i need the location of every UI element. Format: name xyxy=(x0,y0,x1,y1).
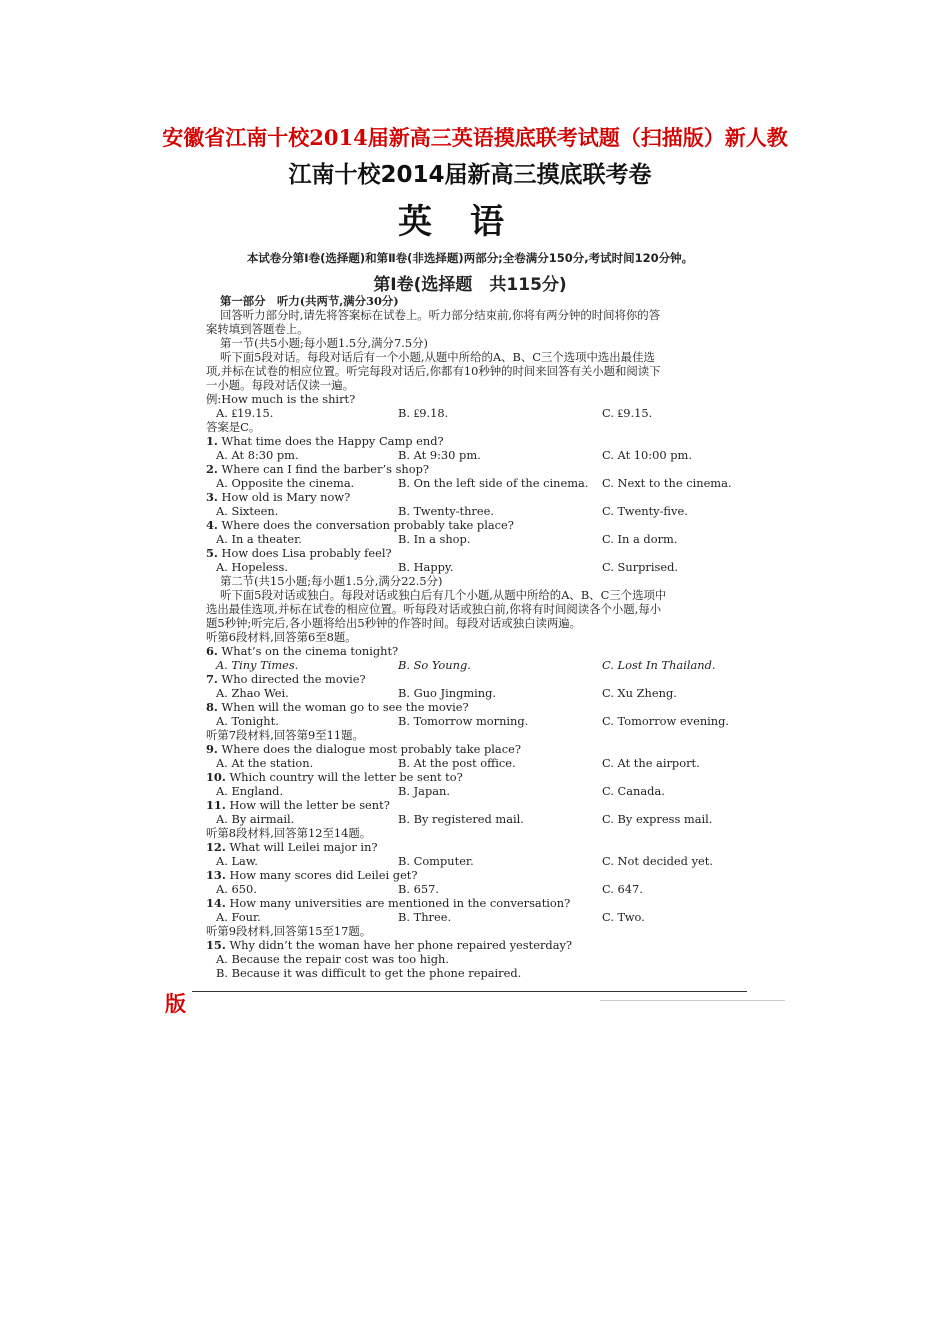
question-number: 10. xyxy=(206,770,226,784)
option-b: B. Three. xyxy=(398,910,452,924)
option-c: C. Not decided yet. xyxy=(602,854,713,868)
question-text: Who directed the movie? xyxy=(221,672,366,686)
question-options xyxy=(206,476,758,490)
question-text: Which country will the letter be sent to? xyxy=(229,770,463,784)
option-a: A. England. xyxy=(216,784,284,798)
question-number: 8. xyxy=(206,700,218,714)
option-a: A. In a theater. xyxy=(216,532,302,546)
question-options xyxy=(206,812,758,826)
option-c: C. 647. xyxy=(602,882,643,896)
question-options xyxy=(206,756,758,770)
option-b: B. In a shop. xyxy=(398,532,471,546)
part-heading: 第一部分 听力(共两节,满分30分) xyxy=(220,294,399,308)
option-b: B. Twenty-three. xyxy=(398,504,494,518)
subject-title: 英语 xyxy=(398,202,542,242)
option-a: A. Tiny Times. xyxy=(216,658,299,672)
option-b: B. Guo Jingming. xyxy=(398,686,497,700)
question-text: What will Leilei major in? xyxy=(229,840,378,854)
question-13 xyxy=(206,868,758,882)
question-text: Where does the dialogue most probably take place? xyxy=(221,742,521,756)
question-14 xyxy=(206,896,758,910)
question-options xyxy=(206,504,758,518)
question-2 xyxy=(206,462,758,476)
section-intro-line: 项,并标在试卷的相应位置。听完每段对话后,你都有10秒钟的时间来回答有关小题和阅读下 xyxy=(206,364,661,378)
option-c: C. Two. xyxy=(602,910,645,924)
example-question: 例:How much is the shirt? xyxy=(206,392,356,406)
option-b: B. At 9:30 pm. xyxy=(398,448,481,462)
question-options xyxy=(206,882,758,896)
page-divider xyxy=(192,991,747,992)
question-text: How old is Mary now? xyxy=(221,490,351,504)
option-a: A. At the station. xyxy=(216,756,314,770)
document-title: 安徽省江南十校2014届新高三英语摸底联考试题（扫描版）新人教 xyxy=(162,125,788,150)
question-options xyxy=(206,714,758,728)
option-a: A. Because the repair cost was too high. xyxy=(216,952,449,966)
material-note: 听第7段材料,回答第9至11题。 xyxy=(206,728,364,742)
question-text: How will the letter be sent? xyxy=(229,798,390,812)
section-intro-line: 听下面5段对话。每段对话后有一个小题,从题中所给的A、B、C三个选项中选出最佳选 xyxy=(220,350,655,364)
section-intro-line: 选出最佳选项,并标在试卷的相应位置。听每段对话或独白前,你将有时间阅读各个小题,每小 xyxy=(206,602,662,616)
option-a: A. Law. xyxy=(216,854,258,868)
material-note: 听第9段材料,回答第15至17题。 xyxy=(206,924,372,938)
question-text: What’s on the cinema tonight? xyxy=(221,644,399,658)
question-text: How many scores did Leilei get? xyxy=(229,868,418,882)
option-b: B. Happy. xyxy=(398,560,454,574)
exam-title: 江南十校2014届新高三摸底联考卷 xyxy=(288,162,652,188)
section-heading: 第二节(共15小题;每小题1.5分,满分22.5分) xyxy=(220,574,443,588)
question-4 xyxy=(206,518,758,532)
question-options xyxy=(206,910,758,924)
option-b: B. Computer. xyxy=(398,854,474,868)
question-text: Where can I find the barber’s shop? xyxy=(221,462,430,476)
question-number: 3. xyxy=(206,490,218,504)
part-intro-line: 回答听力部分时,请先将答案标在试卷上。听力部分结束前,你将有两分钟的时间将你的答 xyxy=(220,308,661,322)
question-text: When will the woman go to see the movie? xyxy=(221,700,469,714)
option-c: C. Surprised. xyxy=(602,560,679,574)
question-options xyxy=(206,854,758,868)
question-11 xyxy=(206,798,758,812)
question-12 xyxy=(206,840,758,854)
option-c: C. Next to the cinema. xyxy=(602,476,732,490)
option-a: A. 650. xyxy=(216,882,257,896)
section-intro-line: 一小题。每段对话仅读一遍。 xyxy=(206,378,355,392)
option-a: A. Tonight. xyxy=(216,714,279,728)
question-options xyxy=(206,448,758,462)
option-c: C. Xu Zheng. xyxy=(602,686,677,700)
document-title-continuation: 版 xyxy=(165,991,186,1016)
question-number: 4. xyxy=(206,518,218,532)
option-a: A. Sixteen. xyxy=(216,504,279,518)
question-number: 15. xyxy=(206,938,226,952)
option-b: B. 657. xyxy=(398,882,439,896)
question-number: 1. xyxy=(206,434,218,448)
option-b: B. ₤9.18. xyxy=(398,406,449,420)
option-a: A. ₤19.15. xyxy=(216,406,274,420)
question-number: 7. xyxy=(206,672,218,686)
question-3 xyxy=(206,490,758,504)
option-b: B. Because it was difficult to get the phone repaired. xyxy=(216,966,522,980)
question-text: How does Lisa probably feel? xyxy=(221,546,392,560)
option-c: C. Tomorrow evening. xyxy=(602,714,730,728)
example-answer: 答案是C。 xyxy=(206,420,261,434)
question-options xyxy=(206,658,758,672)
scanned-exam-page xyxy=(190,150,750,995)
part-intro-line: 案转填到答题卷上。 xyxy=(206,322,309,336)
question-options xyxy=(206,686,758,700)
question-text: How many universities are mentioned in the conversation? xyxy=(229,896,571,910)
question-number: 9. xyxy=(206,742,218,756)
question-1 xyxy=(206,434,758,448)
example-options xyxy=(206,406,758,420)
question-options xyxy=(206,532,758,546)
question-number: 14. xyxy=(206,896,226,910)
question-15 xyxy=(206,938,758,952)
question-5 xyxy=(206,546,758,560)
option-b: B. On the left side of the cinema. xyxy=(398,476,589,490)
option-c: C. Lost In Thailand. xyxy=(602,658,716,672)
question-6 xyxy=(206,644,758,658)
question-text: Why didn’t the woman have her phone repaired yesterday? xyxy=(229,938,573,952)
section-intro-line: 题5秒钟;听完后,各小题将给出5秒钟的作答时间。每段对话或独白读两遍。 xyxy=(206,616,582,630)
volume-heading: 第Ⅰ卷(选择题 共115分) xyxy=(373,275,567,295)
question-number: 5. xyxy=(206,546,218,560)
exam-instructions: 本试卷分第Ⅰ卷(选择题)和第Ⅱ卷(非选择题)两部分;全卷满分150分,考试时间120分钟。 xyxy=(246,251,694,265)
question-7 xyxy=(206,672,758,686)
question-number: 6. xyxy=(206,644,218,658)
option-a: A. Opposite the cinema. xyxy=(216,476,355,490)
option-b: B. By registered mail. xyxy=(398,812,524,826)
question-number: 12. xyxy=(206,840,226,854)
option-c: C. At the airport. xyxy=(602,756,700,770)
option-a: A. By airmail. xyxy=(216,812,295,826)
option-a: A. Zhao Wei. xyxy=(216,686,289,700)
question-number: 2. xyxy=(206,462,218,476)
question-options xyxy=(206,784,758,798)
option-a: A. Hopeless. xyxy=(216,560,288,574)
question-number: 11. xyxy=(206,798,226,812)
question-text: What time does the Happy Camp end? xyxy=(221,434,444,448)
option-c: C. By express mail. xyxy=(602,812,713,826)
question-10 xyxy=(206,770,758,784)
question-number: 13. xyxy=(206,868,226,882)
option-b: B. Japan. xyxy=(398,784,451,798)
option-c: C. ₤9.15. xyxy=(602,406,653,420)
question-options xyxy=(206,560,758,574)
page-divider-faint xyxy=(600,1000,785,1001)
section-intro-line: 听下面5段对话或独白。每段对话或独白后有几个小题,从题中所给的A、B、C三个选项中 xyxy=(220,588,667,602)
question-text: Where does the conversation probably take place? xyxy=(221,518,514,532)
option-a: A. Four. xyxy=(216,910,261,924)
material-note: 听第8段材料,回答第12至14题。 xyxy=(206,826,372,840)
option-a: A. At 8:30 pm. xyxy=(216,448,299,462)
option-b: B. So Young. xyxy=(398,658,471,672)
option-c: C. Canada. xyxy=(602,784,665,798)
option-c: C. At 10:00 pm. xyxy=(602,448,692,462)
exam-body xyxy=(206,294,758,980)
option-b: B. Tomorrow morning. xyxy=(398,714,529,728)
option-b: B. At the post office. xyxy=(398,756,516,770)
question-8 xyxy=(206,700,758,714)
section-heading: 第一节(共5小题;每小题1.5分,满分7.5分) xyxy=(220,336,428,350)
material-note: 听第6段材料,回答第6至8题。 xyxy=(206,630,357,644)
option-c: C. In a dorm. xyxy=(602,532,678,546)
question-9 xyxy=(206,742,758,756)
option-c: C. Twenty-five. xyxy=(602,504,688,518)
